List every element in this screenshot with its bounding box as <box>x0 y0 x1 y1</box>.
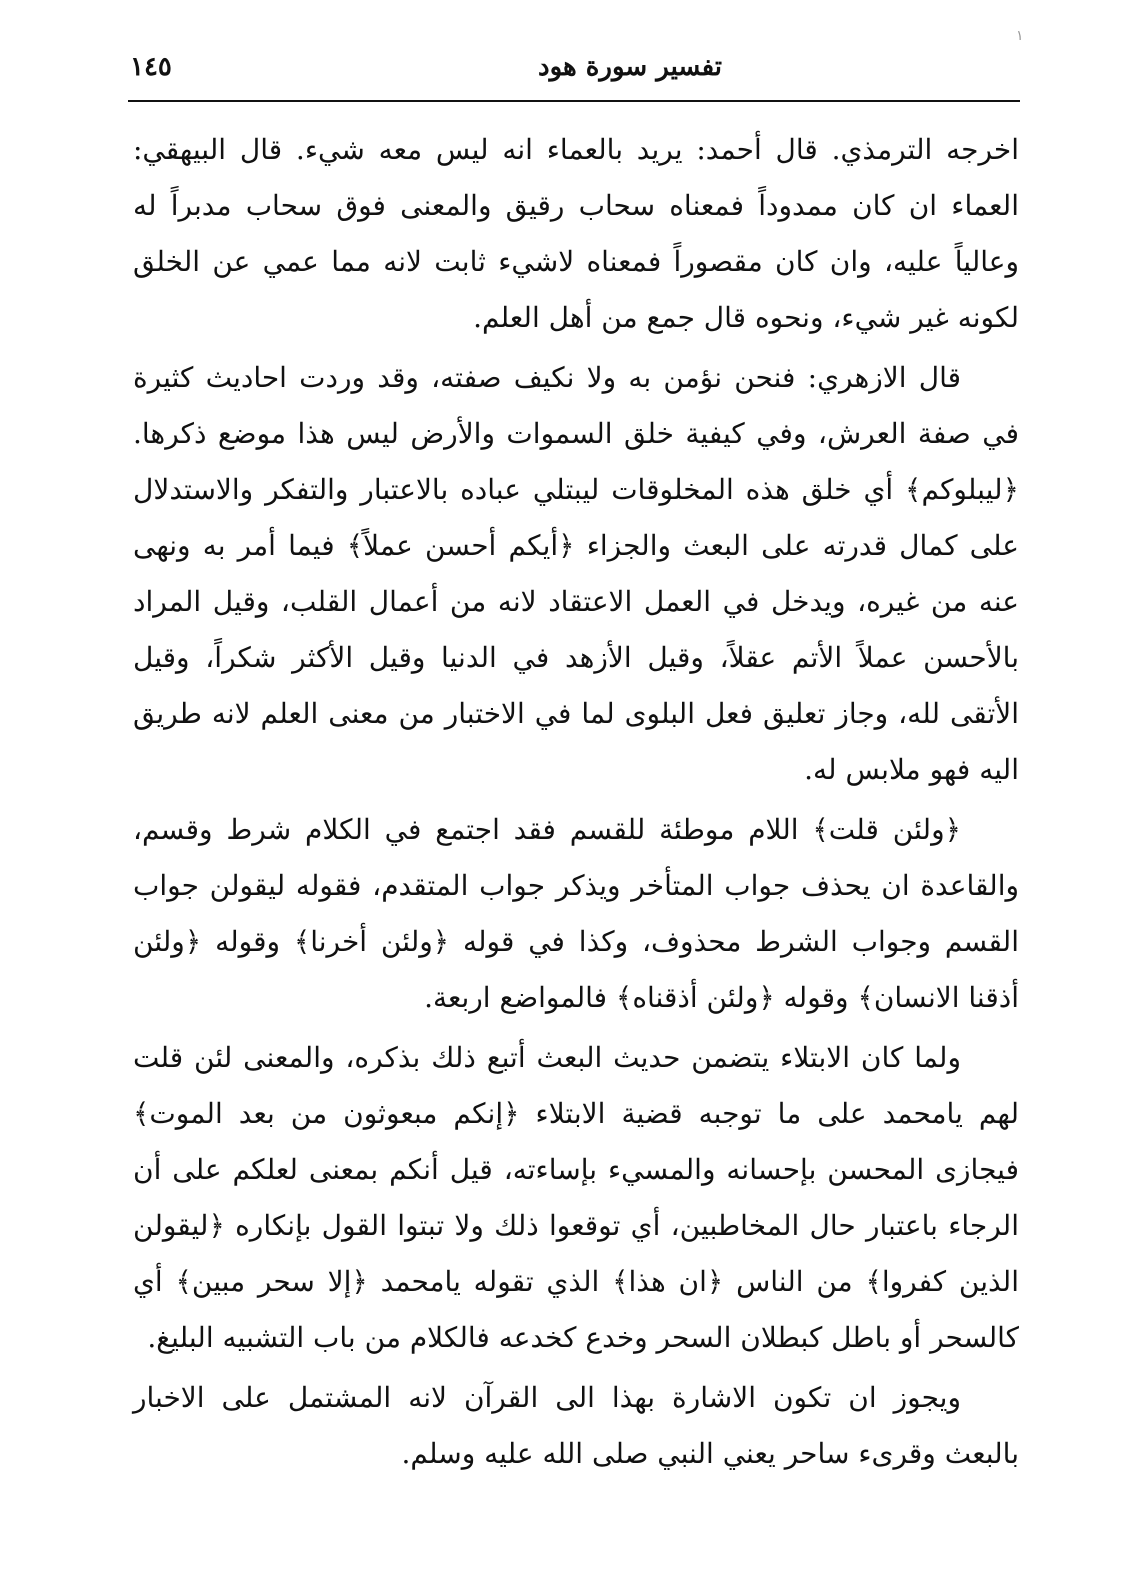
page-header <box>130 48 1020 98</box>
paragraph-2: قال الازهري: فنحن نؤمن به ولا نكيف صفته، وقد وردت احاديث كثيرة في صفة العرش، وفي كيفية خلق السموات والأرض ليس هذا موضع ذكرها. ﴿ليبلوكم﴾ أي خلق هذه المخلوقات ليبتلي عباده بالاعتبار والتفكر والاستدلال على كمال قدرته على البعث والجزاء ﴿أيكم أحسن عملاً﴾ فيما أمر به ونهى عنه من غيره، ويدخل في العمل الاعتقاد لانه من أعمال القلب، وقيل المراد بالأحسن عملاً الأتم عقلاً، وقيل الأزهد في الدنيا وقيل الأكثر شكراً، وقيل الأتقى لله، وجاز تعليق فعل البلوى لما في الاختبار من معنى العلم لانه طريق اليه فهو ملابس له. <box>133 361 1019 786</box>
paragraph-4: ولما كان الابتلاء يتضمن حديث البعث أتبع ذلك بذكره، والمعنى لئن قلت لهم يامحمد على ما توجبه قضية الابتلاء ﴿إنكم مبعوثون من بعد الموت﴾ فيجازى المحسن بإحسانه والمسيء بإساءته، قيل أنكم بمعنى لعلكم على أن الرجاء باعتبار حال المخاطبين، أي توقعوا ذلك ولا تبتوا القول بإنكاره ﴿ليقولن الذين كفروا﴾ من الناس ﴿ان هذا﴾ الذي تقوله يامحمد ﴿إلا سحر مبين﴾ أي كالسحر أو باطل كبطلان السحر وخدع كخدعه فالكلام من باب التشبيه البليغ. <box>133 1041 1019 1354</box>
header-rule <box>128 100 1020 102</box>
paragraph-1: اخرجه الترمذي. قال أحمد: يريد بالعماء انه ليس معه شيء. قال البيهقي: العماء ان كان ممدوداً فمعناه سحاب رقيق والمعنى فوق سحاب مدبراً له وعالياً عليه، وان كان مقصوراً فمعناه لاشيء ثابت لانه مما عمي عن الخلق لكونه غير شيء، ونحوه قال جمع من أهل العلم. <box>133 133 1019 334</box>
paragraph-3: ﴿ولئن قلت﴾ اللام موطئة للقسم فقد اجتمع في الكلام شرط وقسم، والقاعدة ان يحذف جواب المتأخر ويذكر جواب المتقدم، فقوله ليقولن جواب القسم وجواب الشرط محذوف، وكذا في قوله ﴿ولئن أخرنا﴾ وقوله ﴿ولئن أذقنا الانسان﴾ وقوله ﴿ولئن أذقناه﴾ فالمواضع اربعة. <box>133 813 1019 1014</box>
margin-mark: ١ <box>1016 28 1024 44</box>
running-title: تفسير سورة هود <box>538 52 722 82</box>
body-text <box>133 122 1019 1486</box>
paragraph-5: ويجوز ان تكون الاشارة بهذا الى القرآن لانه المشتمل على الاخبار بالبعث وقرىء ساحر يعني النبي صلى الله عليه وسلم. <box>133 1381 1019 1470</box>
page-number: ١٤٥ <box>130 52 172 82</box>
